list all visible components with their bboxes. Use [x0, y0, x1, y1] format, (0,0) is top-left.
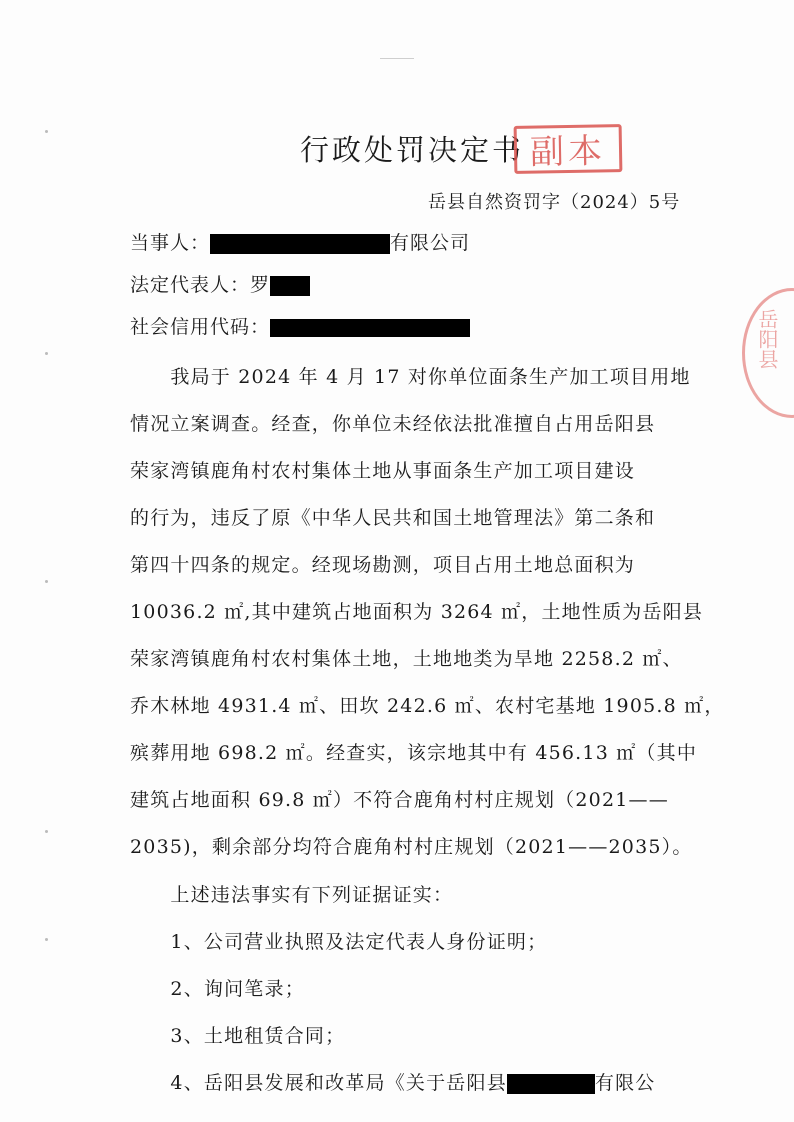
- evidence-item: 2、询问笔录；: [130, 978, 305, 1000]
- binding-hole-dot: [45, 580, 48, 583]
- evidence-intro: 上述违法事实有下列证据证实：: [130, 884, 454, 906]
- paragraph-line: 10036.2 ㎡,其中建筑占地面积为 3264 ㎡，土地性质为岳阳县: [130, 601, 704, 623]
- binding-hole-dot: [45, 830, 48, 833]
- document-number: 岳县自然资罚字（2024）5号: [428, 192, 681, 213]
- binding-hole-dot: [45, 130, 48, 133]
- seal-text: 岳阳县: [755, 309, 779, 369]
- paragraph-line: 乔木林地 4931.4 ㎡、田坎 242.6 ㎡、农村宅基地 1905.8 ㎡，: [130, 695, 725, 717]
- party-field: [130, 228, 470, 255]
- redacted-credit-code: [270, 319, 470, 337]
- paragraph-line: 荣家湾镇鹿角村农村集体土地从事面条生产加工项目建设: [130, 460, 636, 482]
- legal-rep-field: [130, 270, 310, 297]
- top-dash-mark: [380, 58, 414, 59]
- paragraph-line: 建筑占地面积 69.8 ㎡）不符合鹿角村村庄规划（2021——: [130, 789, 669, 811]
- binding-hole-dot: [45, 938, 48, 941]
- evidence-4-suffix: 有限公: [594, 1072, 656, 1094]
- paragraph-line: 的行为，违反了原《中华人民共和国土地管理法》第二条和: [130, 507, 656, 529]
- paragraph-line: 第四十四条的规定。经现场勘测，项目占用土地总面积为: [130, 554, 636, 576]
- paragraph-line: 2035)，剩余部分均符合鹿角村村庄规划（2021——2035）。: [130, 836, 693, 858]
- copy-stamp: 副本: [514, 124, 623, 174]
- evidence-item: 3、土地租赁合同；: [130, 1025, 346, 1047]
- credit-code-field: [130, 312, 470, 339]
- legal-rep-label: 法定代表人：: [130, 274, 251, 296]
- evidence-4-prefix: 4、岳阳县发展和改革局《关于岳阳县: [130, 1072, 507, 1094]
- official-seal-edge: [742, 288, 794, 418]
- paragraph-line: 殡葬用地 698.2 ㎡。经查实，该宗地其中有 456.13 ㎡（其中: [130, 742, 698, 764]
- evidence-item: 1、公司营业执照及法定代表人身份证明；: [130, 931, 548, 953]
- party-suffix: 有限公司: [390, 232, 471, 254]
- party-label: 当事人：: [130, 232, 211, 254]
- binding-hole-dot: [45, 352, 48, 355]
- paragraph-line: 我局于 2024 年 4 月 17 对你单位面条生产加工项目用地: [130, 366, 691, 388]
- document-title: 行政处罚决定书: [300, 133, 525, 167]
- paragraph-line: 荣家湾镇鹿角村农村集体土地，土地地类为旱地 2258.2 ㎡、: [130, 648, 683, 670]
- redacted-legal-rep-name: [270, 276, 310, 296]
- credit-code-label: 社会信用代码：: [130, 316, 271, 338]
- legal-rep-surname: 罗: [250, 274, 271, 296]
- redacted-party-name: [210, 234, 390, 254]
- paragraph-line: 情况立案调查。经查，你单位未经依法批准擅自占用岳阳县: [130, 413, 656, 435]
- evidence-item-4: [130, 1068, 656, 1095]
- redacted-company-name: [507, 1074, 595, 1094]
